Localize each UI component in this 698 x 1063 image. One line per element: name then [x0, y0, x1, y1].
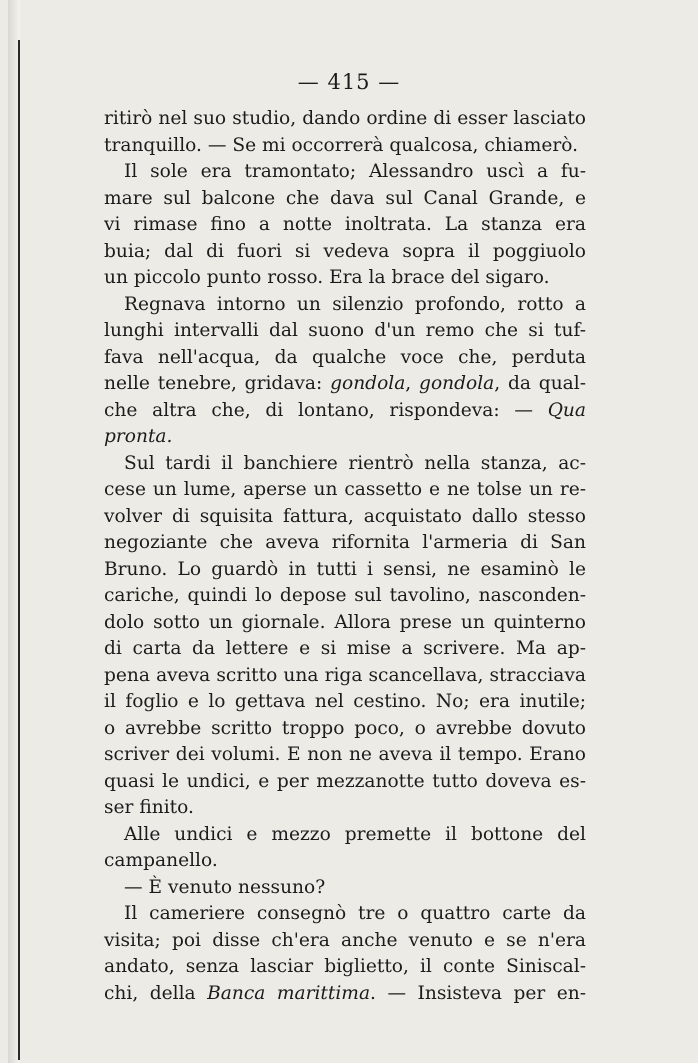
text-line	[104, 398, 586, 425]
text-line	[104, 424, 586, 451]
text-line: — È venuto nessuno?	[124, 876, 326, 898]
italic-text: Qua	[547, 399, 586, 421]
text-line: un piccolo punto rosso. Era la brace del sigaro.	[104, 267, 550, 288]
text-line: vi rimase fino a notte inoltrata. La stanza era	[104, 214, 586, 235]
text-line: Alle undici e mezzo premette il bottone del	[124, 823, 586, 845]
italic-text: Banca marittima	[207, 982, 371, 1004]
text-line: Il sole era tramontato; Alessandro uscì a fu-	[124, 161, 586, 182]
italic-text: gondola	[419, 373, 495, 394]
text-line	[104, 981, 586, 1008]
page-number: — 415 —	[297, 70, 401, 94]
text-line: andato, senza lasciar biglietto, il conte Siniscal-	[104, 956, 586, 977]
text-line: Sul tardi il banchiere rientrò nella stanza, ac-	[124, 452, 586, 474]
text-line: cese un lume, aperse un cassetto e ne tolse un re-	[104, 479, 586, 500]
text-run: che altra che, di lontano, rispondeva: —	[104, 399, 548, 421]
text-line: scriver dei volumi. E non ne aveva il tempo. Erano	[104, 744, 586, 765]
text-line: lunghi intervalli dal suono d'un remo che si tuf-	[104, 320, 586, 341]
text-line: di carta da lettere e si mise a scrivere. Ma ap-	[104, 638, 586, 659]
text-line: ser finito.	[104, 797, 194, 818]
text-line: o avrebbe scritto troppo poco, o avrebbe dovuto	[104, 717, 586, 739]
italic-text: gondola	[330, 373, 406, 394]
text-line: mare sul balcone che dava sul Canal Grande, e	[104, 187, 586, 209]
text-run: . — Insisteva per en-	[370, 982, 587, 1004]
text-line: visita; poi disse ch'era anche venuto e se n'era	[104, 929, 586, 951]
text-line	[104, 371, 586, 398]
text-line: Regnava intorno un silenzio profondo, rotto a	[124, 293, 586, 315]
text-line: tranquillo. — Se mi occorrerà qualcosa, chiamerò.	[104, 134, 579, 156]
text-line: Il cameriere consegnò tre o quattro carte da	[124, 903, 586, 924]
text-line: buia; dal di fuori si vedeva sopra il poggiuolo	[104, 240, 586, 262]
body-text	[104, 106, 586, 1007]
text-line: cariche, quindi lo depose sul tavolino, nasconden-	[104, 585, 586, 606]
text-line: quasi le undici, e per mezzanotte tutto doveva es-	[104, 770, 586, 792]
text-line: ritirò nel suo studio, dando ordine di esser lasciato	[104, 108, 586, 129]
binding-line	[18, 40, 20, 1060]
text-line: pena aveva scritto una riga scancellava, stracciava	[104, 664, 586, 686]
text-run: nelle tenebre, gridava:	[104, 373, 331, 394]
text-run: ,	[405, 373, 420, 394]
text-line: Bruno. Lo guardò in tutti i sensi, ne esaminò le	[104, 558, 586, 580]
italic-text: pronta.	[104, 426, 173, 447]
text-line: dolo sotto un giornale. Allora prese un quinterno	[104, 611, 586, 633]
text-run: chi, della	[104, 982, 208, 1004]
text-line: il foglio e lo gettava nel cestino. No; era inutile;	[104, 691, 586, 712]
text-line: volver di squisita fattura, acquistato dallo stesso	[104, 505, 586, 527]
text-line: fava nell'acqua, da qualche voce che, perduta	[104, 346, 586, 368]
text-line: negoziante che aveva rifornita l'armeria di San	[104, 532, 586, 553]
text-line: campanello.	[104, 850, 218, 871]
text-run: , da qual-	[494, 373, 586, 394]
